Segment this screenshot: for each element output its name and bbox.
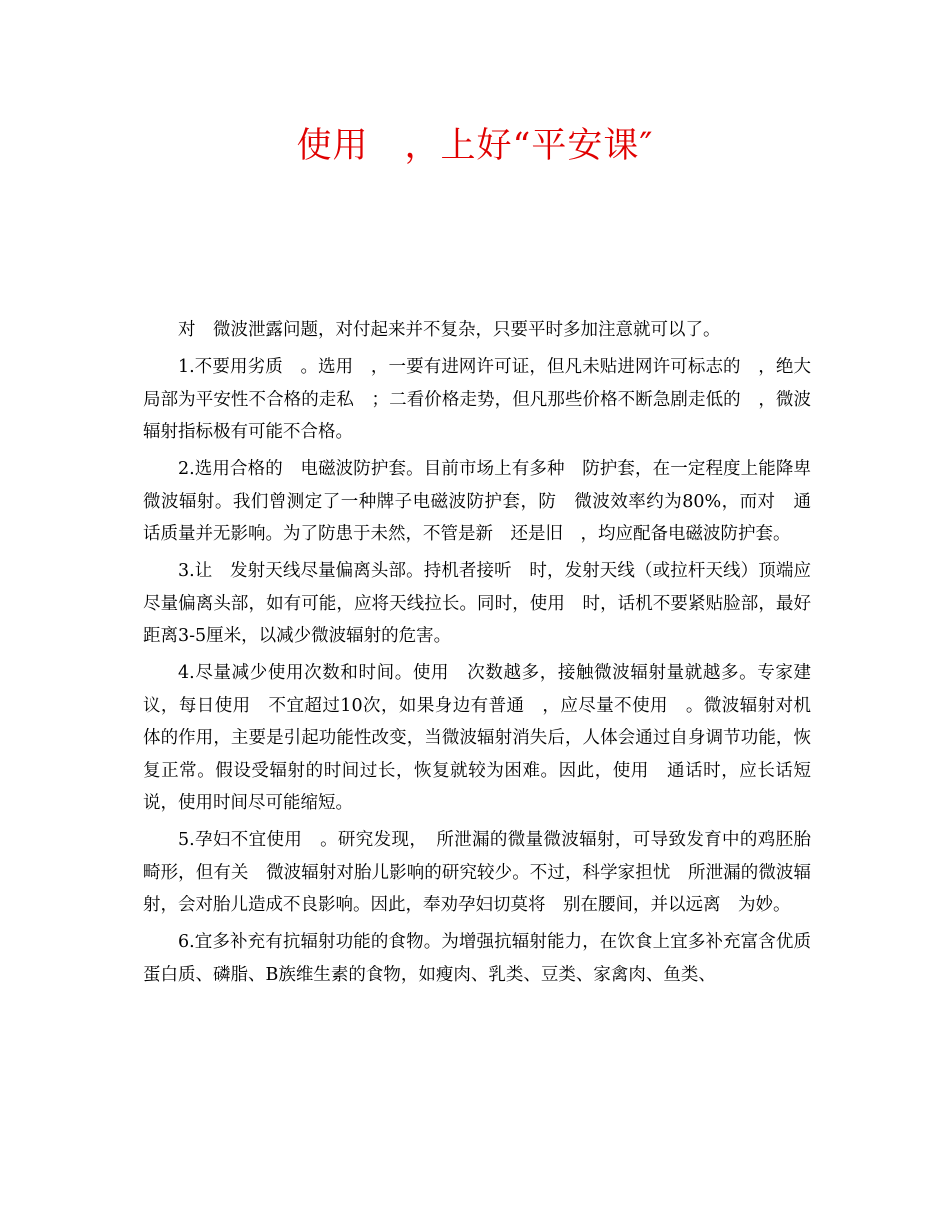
paragraph-item-3: 3.让 发射天线尽量偏离头部。持机者接听 时，发射天线（或拉杆天线）顶端应尽量偏离头部，如有可能，应将天线拉长。同时，使用 时，话机不要紧贴脸部，最好距离3-5厘米，以减少微波辐射的危害。 xyxy=(143,561,811,646)
paragraph-item-6: 6.宜多补充有抗辐射功能的食物。为增强抗辐射能力，在饮食上宜多补充富含优质蛋白质、磷脂、B族维生素的食物，如瘦肉、乳类、豆类、家禽肉、鱼类、 xyxy=(143,932,811,985)
paragraph-intro: 对 微波泄露问题，对付起来并不复杂，只要平时多加注意就可以了。 xyxy=(178,320,721,340)
document-body xyxy=(143,314,811,996)
paragraph-item-4: 4.尽量减少使用次数和时间。使用 次数越多，接触微波辐射量就越多。专家建议，每日使用 不宜超过10次，如果身边有普通 ，应尽量不使用 。微波辐射对机体的作用，主要是引起功能性改变，当微波辐射消失后，人体会通过自身调节功能，恢复正常。假设受辐射的时间过长，恢复就较为困难。因此，使用 通话时，应长话短说，使用时间尽可能缩短。 xyxy=(143,663,811,813)
paragraph-item-2: 2.选用合格的 电磁波防护套。目前市场上有多种 防护套，在一定程度上能降卑微波辐射。我们曾测定了一种牌子电磁波防护套，防 微波效率约为80%，而对 通话质量并无影响。为了防患于未然，不管是新 还是旧 ，均应配备电磁波防护套。 xyxy=(143,459,811,544)
paragraph-item-5: 5.孕妇不宜使用 。研究发现， 所泄漏的微量微波辐射，可导致发育中的鸡胚胎畸形，但有关 微波辐射对胎儿影响的研究较少。不过，科学家担忧 所泄漏的微波辐射，会对胎儿造成不良影响。因此，奉劝孕妇切莫将 别在腰间，并以远离 为妙。 xyxy=(143,830,811,915)
document-title: 使用 ，上好“平安课″ xyxy=(296,126,654,166)
paragraph-item-1: 1.不要用劣质 。选用 ，一要有进网许可证，但凡未贴进网许可标志的 ，绝大局部为平安性不合格的走私 ；二看价格走势，但凡那些价格不断急剧走低的 ，微波辐射指标极有可能不合格。 xyxy=(143,357,811,442)
